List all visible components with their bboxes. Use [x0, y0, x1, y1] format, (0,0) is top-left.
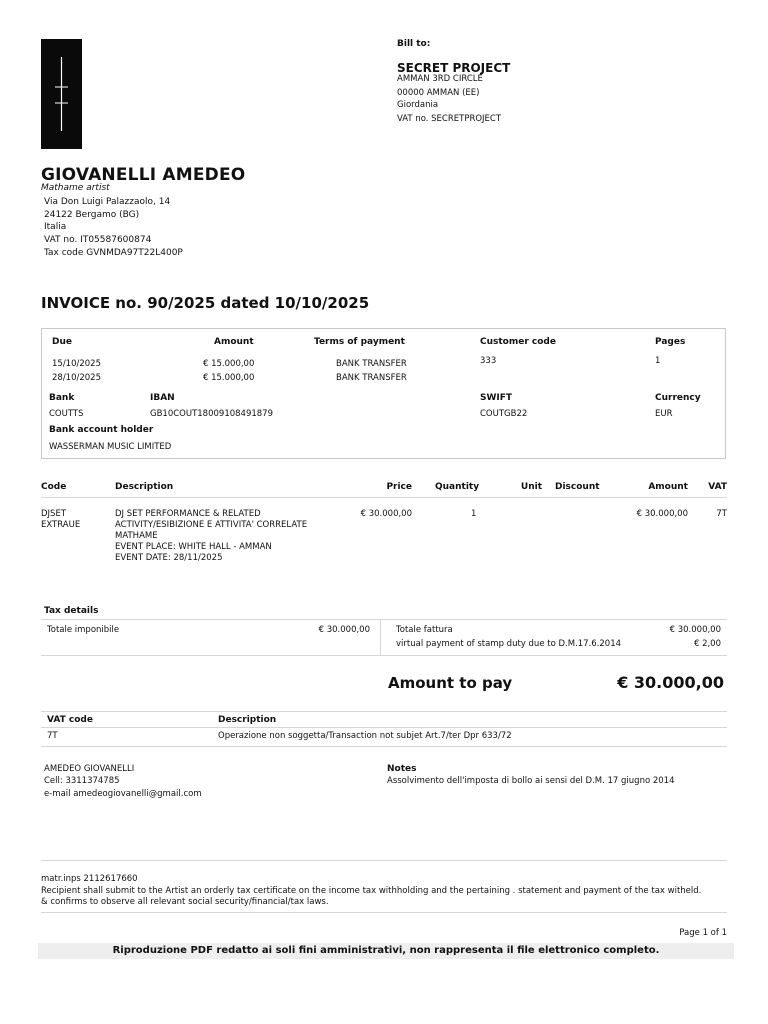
pages-count: 1: [655, 356, 661, 366]
installment-1-terms: BANK TRANSFER: [336, 359, 407, 369]
items-header-divider: [41, 497, 727, 498]
holder-value: WASSERMAN MUSIC LIMITED: [49, 442, 172, 452]
item-vat: 7T: [716, 509, 727, 519]
item-description-line4: EVENT PLACE: WHITE HALL - AMMAN: [115, 542, 272, 552]
description-column-header: Description: [115, 482, 174, 492]
footer-notice: Riproduzione PDF redatto ai soli fini amministrativi, non rappresenta il file elettronico completo.: [38, 943, 734, 959]
item-description-line2: ACTIVITY/ESIBIZIONE E ATTIVITA' CORRELATE: [115, 520, 308, 530]
holder-label: Bank account holder: [49, 425, 154, 435]
client-address-line1: AMMAN 3RD CIRCLE: [397, 74, 483, 84]
item-amount: € 30.000,00: [636, 509, 688, 519]
seller-vat: VAT no. IT05587600874: [44, 235, 152, 245]
currency-label: Currency: [655, 393, 701, 403]
legal-text-line2: & confirms to observe all relevant social security/financial/tax laws.: [41, 897, 329, 907]
vat-description-value: Operazione non soggetta/Transaction not subjet Art.7/ter Dpr 633/72: [218, 731, 512, 741]
price-column-header: Price: [386, 482, 412, 492]
legal-top-divider: [41, 860, 727, 861]
vat-code-value: 7T: [47, 731, 58, 741]
client-address-line2: 00000 AMMAN (EE): [397, 88, 480, 98]
item-code-line1: DJSET: [41, 509, 67, 519]
notes-label: Notes: [387, 764, 417, 774]
contact-cell: Cell: 3311374785: [44, 776, 120, 786]
installment-2-due: 28/10/2025: [52, 373, 101, 383]
installment-1-amount: € 15.000,00: [203, 359, 255, 369]
notes-text: Assolvimento dell'imposta di bollo ai sensi del D.M. 17 giugno 2014: [387, 776, 675, 786]
seller-name: GIOVANELLI AMEDEO: [41, 165, 246, 185]
client-vat: VAT no. SECRETPROJECT: [397, 114, 502, 124]
vat-column-header: VAT: [708, 482, 727, 492]
vat-table-divider: [41, 727, 727, 728]
discount-column-header: Discount: [555, 482, 600, 492]
page-indicator: Page 1 of 1: [679, 928, 727, 938]
installment-1-due: 15/10/2025: [52, 359, 101, 369]
inps-number: matr.inps 2112617660: [41, 874, 138, 884]
item-description-line3: MATHAME: [115, 531, 158, 541]
terms-header: Terms of payment: [314, 337, 405, 347]
swift-label: SWIFT: [480, 393, 513, 403]
unit-column-header: Unit: [520, 482, 542, 492]
code-column-header: Code: [41, 482, 67, 492]
item-description-line5: EVENT DATE: 28/11/2025: [115, 553, 223, 563]
vat-code-header: VAT code: [47, 715, 93, 725]
amount-column-header: Amount: [648, 482, 688, 492]
swift-value: COUTGB22: [480, 409, 528, 419]
iban-value: GB10COUT18009108491879: [150, 409, 273, 419]
amount-to-pay-value: € 30.000,00: [617, 673, 724, 692]
vat-table-bottom-divider: [41, 746, 727, 747]
seller-address-line2: 24122 Bergamo (BG): [44, 210, 140, 220]
bank-name: COUTTS: [49, 409, 84, 419]
legal-bottom-divider: [41, 912, 727, 913]
taxable-label: Totale imponibile: [47, 625, 120, 635]
invoice-title: INVOICE no. 90/2025 dated 10/10/2025: [41, 294, 370, 312]
seller-country: Italia: [44, 222, 67, 232]
legal-text-line1: Recipient shall submit to the Artist an orderly tax certificate on the income tax withholding and the pertaining . statement and payment of the tax witheld.: [41, 886, 702, 896]
amount-divider: [41, 711, 727, 712]
seller-address-line1: Via Don Luigi Palazzaolo, 14: [44, 197, 171, 207]
quantity-column-header: Quantity: [435, 482, 480, 492]
seller-tax-code: Tax code GVNMDA97T22L400P: [44, 248, 183, 258]
vat-description-header: Description: [218, 715, 277, 725]
bank-label: Bank: [49, 393, 75, 403]
tax-details-title: Tax details: [44, 606, 99, 616]
client-name: SECRET PROJECT: [397, 61, 511, 75]
item-description-line1: DJ SET PERFORMANCE & RELATED: [115, 509, 261, 519]
seller-subtitle: Mathame artist: [41, 183, 110, 193]
amount-to-pay-label: Amount to pay: [388, 674, 513, 692]
pages-header: Pages: [655, 337, 686, 347]
payment-box: [41, 328, 726, 459]
amount-header: Amount: [214, 337, 254, 347]
bill-to-label: Bill to:: [397, 39, 431, 49]
taxable-value: € 30.000,00: [318, 625, 370, 635]
item-quantity: 1: [471, 509, 477, 519]
contact-name: AMEDEO GIOVANELLI: [44, 764, 135, 774]
invoice-total-label: Totale fattura: [396, 625, 453, 635]
invoice-total-value: € 30.000,00: [669, 625, 721, 635]
tax-details-column-divider: [380, 619, 381, 655]
item-code-line2: EXTRAUE: [41, 520, 81, 530]
installment-2-terms: BANK TRANSFER: [336, 373, 407, 383]
artist-logo: [41, 39, 82, 149]
iban-label: IBAN: [150, 393, 175, 403]
customer-code-header: Customer code: [480, 337, 556, 347]
stamp-duty-value: € 2,00: [693, 639, 721, 649]
tax-details-bottom-divider: [41, 655, 727, 656]
item-price: € 30.000,00: [360, 509, 412, 519]
customer-code: 333: [480, 356, 497, 366]
contact-email: e-mail amedeogiovanelli@gmail.com: [44, 789, 202, 799]
client-country: Giordania: [397, 100, 439, 110]
tax-details-top-divider: [41, 619, 727, 620]
stamp-duty-label: virtual payment of stamp duty due to D.M.17.6.2014: [396, 639, 622, 649]
installment-2-amount: € 15.000,00: [203, 373, 255, 383]
currency-value: EUR: [655, 409, 673, 419]
due-header: Due: [52, 337, 72, 347]
